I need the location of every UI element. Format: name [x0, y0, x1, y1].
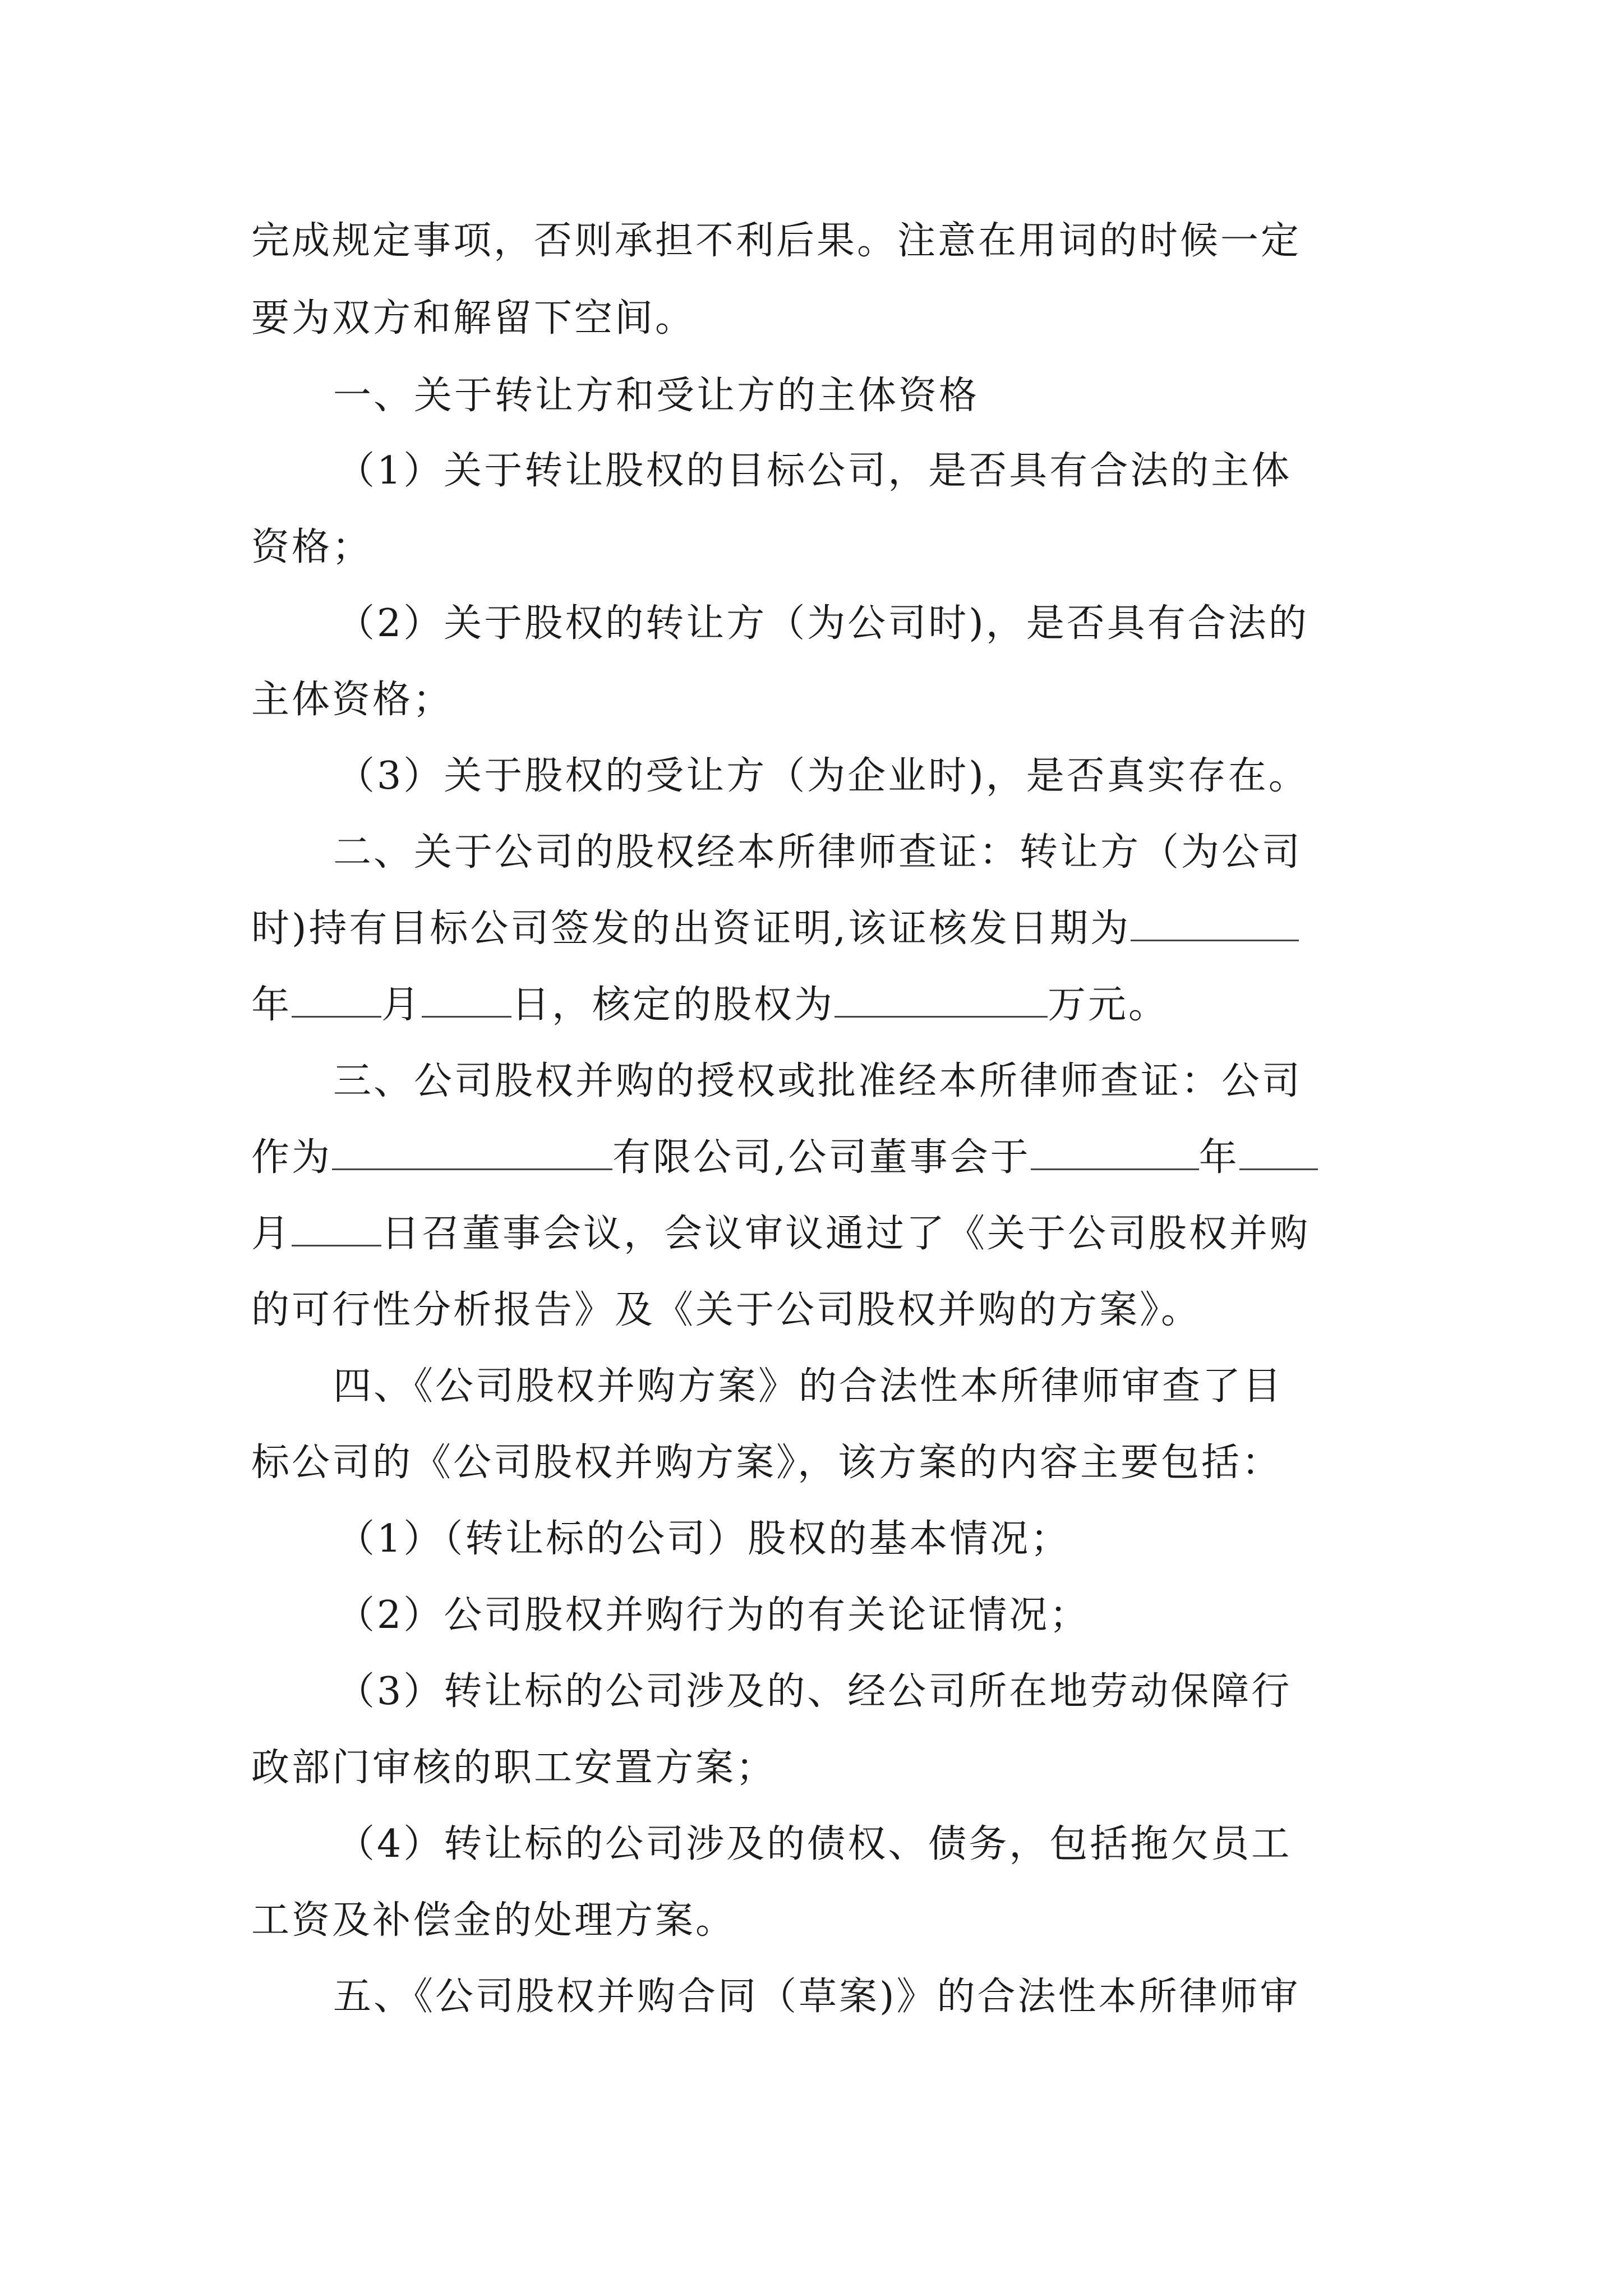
paragraph-line [251, 981, 1169, 1030]
text-run: （1）（转让标的公司）股权的基本情况； [336, 1517, 1071, 1561]
list-item-continuation [251, 1896, 736, 1945]
text-run: 年 [251, 983, 292, 1027]
text-run: 政部门审核的职工安置方案； [251, 1746, 777, 1790]
text-run: 年 [1198, 1135, 1239, 1180]
text-run: 日，核定的股权为 [511, 983, 835, 1027]
text-run: 主体资格； [251, 678, 454, 722]
paragraph-line [251, 1133, 1318, 1182]
text-run: 月 [251, 1212, 292, 1256]
list-item [336, 1667, 1292, 1717]
list-item [336, 752, 1309, 801]
text-run: 标公司的《公司股权并购方案》，该方案的内容主要包括： [251, 1441, 1283, 1485]
paragraph-line [251, 1438, 1282, 1488]
text-run: 日召董事会议，会议审议通过了《关于公司股权并购 [381, 1212, 1311, 1256]
section-heading [333, 828, 1302, 877]
fill-blank[interactable] [332, 1135, 612, 1170]
fill-blank[interactable] [292, 1211, 381, 1246]
text-run: 三、公司股权并购的授权或批准经本所律师查证：公司 [333, 1059, 1303, 1103]
list-item [336, 1591, 1090, 1640]
section-heading [333, 1057, 1302, 1106]
paragraph-line [251, 294, 695, 343]
fill-blank[interactable] [1031, 1135, 1199, 1170]
fill-blank[interactable] [1131, 906, 1299, 941]
text-run: （3）转让标的公司涉及的、经公司所在地劳动保障行 [336, 1669, 1292, 1714]
paragraph-line [251, 904, 1299, 954]
section-heading [333, 1362, 1283, 1411]
text-run: 万元。 [1048, 983, 1169, 1027]
text-run: 时)持有目标公司签发的出资证明,该证核发日期为 [251, 907, 1131, 951]
text-run: 有限公司,公司董事会于 [612, 1135, 1031, 1180]
text-run: （1）关于转让股权的目标公司，是否具有合法的主体 [336, 449, 1292, 493]
text-run: 作为 [251, 1135, 333, 1180]
list-item-continuation [251, 675, 453, 725]
text-run: 完成规定事项，否则承担不利后果。注意在用词的时候一定 [251, 219, 1302, 263]
fill-blank[interactable] [1239, 1135, 1318, 1170]
text-run: 要为双方和解留下空间。 [251, 296, 696, 341]
text-run: （3）关于股权的受让方（为企业时)，是否真实存在。 [336, 754, 1309, 798]
text-run: （4）转让标的公司涉及的债权、债务，包括拖欠员工 [336, 1822, 1292, 1866]
text-run: 四、《公司股权并购方案》的合法性本所律师审查了目 [333, 1364, 1284, 1409]
fill-blank[interactable] [292, 982, 381, 1018]
text-run: 五、《公司股权并购合同（草案)》的合法性本所律师审 [333, 1975, 1301, 2019]
text-run: 工资及补偿金的处理方案。 [251, 1898, 736, 1943]
list-item [336, 447, 1292, 496]
section-heading [333, 1972, 1301, 2022]
list-item [336, 1820, 1292, 1869]
paragraph-line [251, 1286, 1201, 1335]
list-item [336, 599, 1309, 648]
paragraph-line [251, 217, 1301, 266]
section-heading [333, 371, 979, 421]
text-run: （2）关于股权的转让方（为公司时)，是否具有合法的 [336, 601, 1309, 646]
paragraph-line [251, 1209, 1310, 1259]
fill-blank[interactable] [422, 982, 511, 1018]
list-item-continuation [251, 523, 372, 572]
text-run: （2）公司股权并购行为的有关论证情况； [336, 1593, 1090, 1637]
text-run: 资格； [251, 525, 373, 569]
text-run: 月 [381, 983, 422, 1027]
list-item [336, 1515, 1071, 1564]
text-run: 一、关于转让方和受让方的主体资格 [333, 374, 980, 418]
text-run: 的可行性分析报告》及《关于公司股权并购的方案》。 [251, 1288, 1202, 1332]
list-item-continuation [251, 1743, 776, 1793]
fill-blank[interactable] [834, 982, 1048, 1018]
text-run: 二、关于公司的股权经本所律师查证：转让方（为公司 [333, 830, 1303, 875]
